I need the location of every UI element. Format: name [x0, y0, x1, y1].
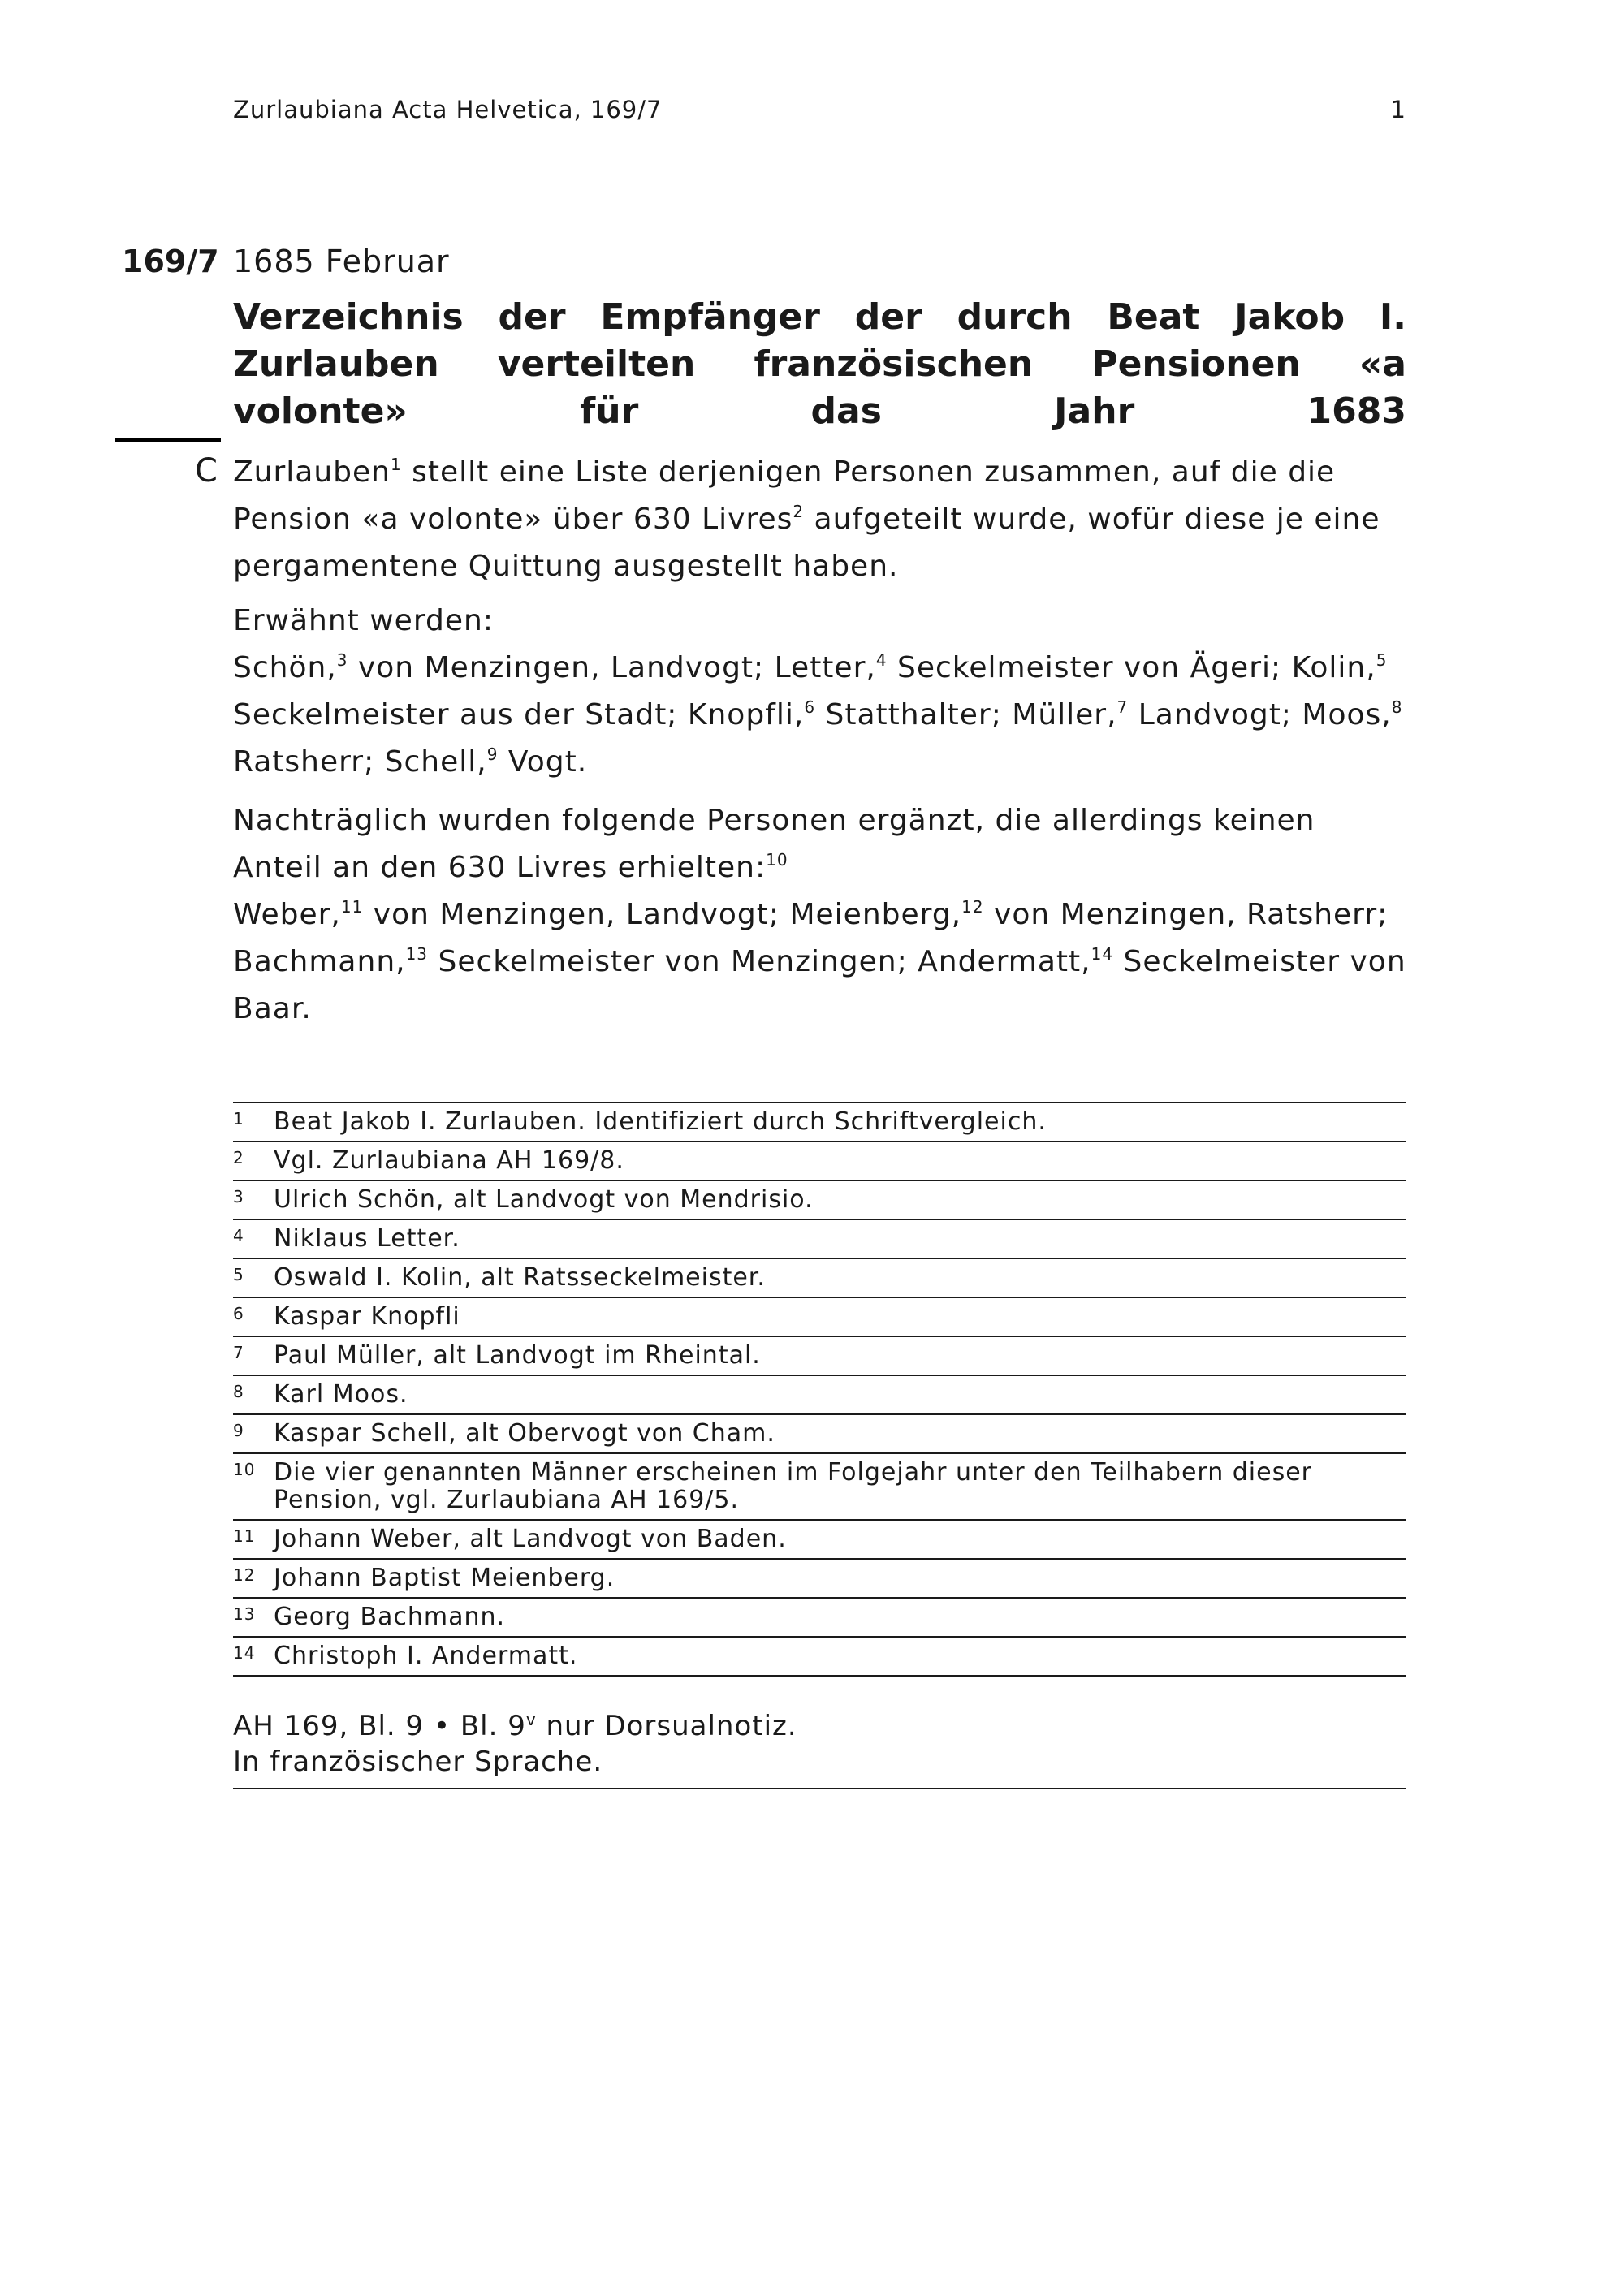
footnote-list [233, 1102, 1406, 1677]
footnote-text: Ulrich Schön, alt Landvogt von Mendrisio. [274, 1185, 814, 1214]
source-note [233, 1702, 1406, 1789]
footnote-ref: 1 [390, 455, 402, 474]
footnote-ref: 2 [793, 502, 805, 521]
footnote-ref: 3 [336, 650, 348, 670]
footnote-ref: 10 [766, 850, 788, 870]
footnote [233, 1558, 1406, 1597]
summary-paragraph [233, 449, 1406, 590]
footnote-text: Oswald I. Kolin, alt Ratsseckelmeister. [274, 1263, 766, 1292]
text-run: Statthalter; Müller, [815, 698, 1117, 732]
footnote-ref: 11 [340, 897, 364, 917]
footnote [233, 1258, 1406, 1297]
footnote-number: 10 [233, 1460, 256, 1479]
footnote-number: 7 [233, 1343, 244, 1362]
footnote [233, 1102, 1406, 1141]
text-run: Vogt. [498, 745, 588, 779]
footnote-number: 5 [233, 1265, 244, 1284]
category-letter: C [195, 452, 218, 490]
language-line: In französischer Sprache. [233, 1746, 603, 1778]
text-run: aufgeteilt wurde, wofür diese je eine pergamentene Quittung ausgestellt haben. [233, 503, 1380, 583]
margin-rule [115, 438, 221, 442]
document-title: Verzeichnis der Empfänger der durch Beat Jakob I. Zurlauben verteilten französischen Pensionen «a volonte» für das Jahr 1683 [233, 296, 1406, 432]
footnote-ref: 6 [804, 697, 816, 717]
footnote-ref: 8 [1391, 697, 1403, 717]
footnote [233, 1452, 1406, 1519]
footnote-text: Die vier genannten Männer erscheinen im Folgejahr unter den Teilhabern dieser Pension, vgl. Zurlaubiana AH 169/5. [274, 1458, 1313, 1514]
text-run: Seckelmeister von Ägeri; Kolin, [887, 651, 1376, 684]
footnote-ref: 4 [875, 650, 888, 670]
verso-mark: v [525, 1710, 537, 1729]
footnote-ref: 12 [961, 897, 984, 917]
footnote [233, 1636, 1406, 1677]
text-run: von Menzingen, Ratsherr; Bachmann, [233, 898, 1389, 978]
footnote-ref: 13 [405, 944, 429, 964]
text-run: stellt eine Liste derjenigen Personen zusammen, auf die die Pension «a volonte» über 630 Livres [233, 455, 1336, 536]
footnote-number: 6 [233, 1304, 244, 1323]
footnote [233, 1141, 1406, 1180]
footnote-number: 4 [233, 1226, 244, 1245]
footnote [233, 1413, 1406, 1452]
text-run: nur Dorsualnotiz. [536, 1710, 797, 1742]
footnote [233, 1375, 1406, 1413]
footnote-text: Johann Weber, alt Landvogt von Baden. [274, 1525, 787, 1553]
footnote [233, 1219, 1406, 1258]
text-run: von Menzingen, Landvogt; Meienberg, [363, 898, 962, 931]
footnote [233, 1336, 1406, 1375]
footnote-ref: 9 [486, 744, 499, 764]
footnote [233, 1297, 1406, 1336]
footnote [233, 1519, 1406, 1558]
footnote-text: Paul Müller, alt Landvogt im Rheintal. [274, 1341, 761, 1370]
text-run: Zurlauben [233, 455, 391, 489]
mentioned-paragraph [233, 598, 1406, 786]
footnote-number: 1 [233, 1109, 244, 1129]
footnote-number: 13 [233, 1604, 256, 1624]
footnote-text: Kaspar Knopfli [274, 1302, 460, 1331]
text-run: Weber, [233, 898, 341, 931]
mentioned-intro: Erwähnt werden: [233, 604, 494, 637]
footnote-ref: 14 [1091, 944, 1114, 964]
footnote-text: Beat Jakob I. Zurlauben. Identifiziert durch Schriftvergleich. [274, 1107, 1047, 1136]
footnote-number: 11 [233, 1526, 256, 1546]
document-number: 169/7 [122, 244, 219, 279]
footnote-text: Christoph I. Andermatt. [274, 1642, 578, 1670]
text-run: Nachträglich wurden folgende Personen ergänzt, die allerdings keinen Anteil an den 630 Livres erhielten: [233, 804, 1315, 884]
footnote-number: 8 [233, 1382, 244, 1401]
text-run: Ratsherr; Schell, [233, 745, 487, 779]
footnote-text: Vgl. Zurlaubiana AH 169/8. [274, 1146, 624, 1175]
running-title: Zurlaubiana Acta Helvetica, 169/7 [233, 96, 663, 123]
text-run: Seckelmeister von Menzingen; Andermatt, [428, 945, 1091, 978]
text-run: AH 169, Bl. 9 • Bl. 9 [233, 1710, 526, 1742]
footnote-text: Karl Moos. [274, 1380, 408, 1409]
footnote-text: Georg Bachmann. [274, 1603, 506, 1631]
footnote-number: 3 [233, 1187, 244, 1206]
source-line [233, 1708, 1406, 1744]
footnote-number: 9 [233, 1421, 244, 1440]
footnote-ref: 7 [1116, 697, 1129, 717]
page-number: 1 [1390, 96, 1406, 123]
footnote-number: 12 [233, 1565, 256, 1585]
footnote-text: Kaspar Schell, alt Obervogt von Cham. [274, 1419, 775, 1448]
text-run: Seckelmeister aus der Stadt; Knopfli, [233, 698, 805, 732]
supplement-paragraph [233, 797, 1406, 1033]
text-run: Seckelmeister von Baar. [233, 945, 1406, 1025]
footnote-number: 2 [233, 1148, 244, 1167]
text-run: Schön, [233, 651, 337, 684]
text-run: von Menzingen, Landvogt; Letter, [348, 651, 876, 684]
footnote-text: Johann Baptist Meienberg. [274, 1564, 615, 1592]
running-head [233, 96, 1406, 128]
footnote-text: Niklaus Letter. [274, 1224, 460, 1253]
footnote-number: 14 [233, 1643, 256, 1663]
document-date: 1685 Februar [233, 244, 450, 279]
footnote [233, 1597, 1406, 1636]
footnote-ref: 5 [1376, 650, 1388, 670]
footnote [233, 1180, 1406, 1219]
text-run: Landvogt; Moos, [1128, 698, 1392, 732]
